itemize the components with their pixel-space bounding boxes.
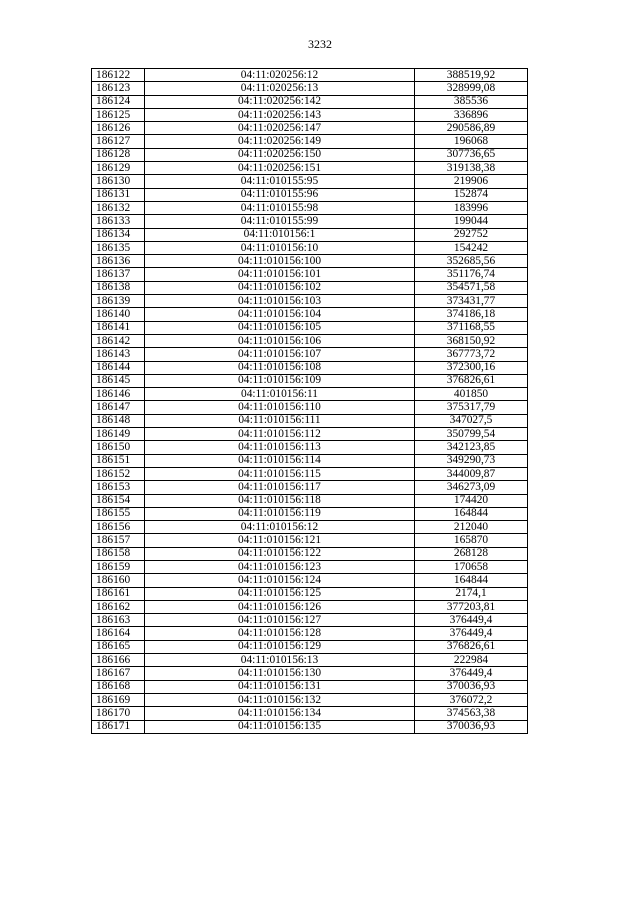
table-row <box>92 69 528 82</box>
value-cell: 376072,2 <box>415 693 528 706</box>
row-number-cell: 186164 <box>92 627 145 640</box>
row-number-cell: 186167 <box>92 667 145 680</box>
table-row <box>92 707 528 720</box>
table-row <box>92 614 528 627</box>
cadastral-number-cell: 04:11:010156:101 <box>145 268 415 281</box>
cadastral-number-cell: 04:11:010156:128 <box>145 627 415 640</box>
value-cell: 212040 <box>415 521 528 534</box>
value-cell: 174420 <box>415 494 528 507</box>
cadastral-number-cell: 04:11:010156:124 <box>145 574 415 587</box>
cadastral-number-cell: 04:11:010156:110 <box>145 401 415 414</box>
value-cell: 196068 <box>415 135 528 148</box>
table-row <box>92 215 528 228</box>
cadastral-number-cell: 04:11:010156:122 <box>145 547 415 560</box>
row-number-cell: 186146 <box>92 388 145 401</box>
row-number-cell: 186138 <box>92 281 145 294</box>
cadastral-number-cell: 04:11:010156:119 <box>145 507 415 520</box>
table-row <box>92 560 528 573</box>
table-row <box>92 494 528 507</box>
row-number-cell: 186151 <box>92 454 145 467</box>
value-cell: 370036,93 <box>415 680 528 693</box>
value-cell: 268128 <box>415 547 528 560</box>
value-cell: 401850 <box>415 388 528 401</box>
cadastral-number-cell: 04:11:010156:125 <box>145 587 415 600</box>
cadastral-number-cell: 04:11:010156:100 <box>145 255 415 268</box>
value-cell: 2174,1 <box>415 587 528 600</box>
value-cell: 376449,4 <box>415 627 528 640</box>
value-cell: 344009,87 <box>415 467 528 480</box>
row-number-cell: 186169 <box>92 693 145 706</box>
cadastral-number-cell: 04:11:010156:13 <box>145 654 415 667</box>
value-cell: 170658 <box>415 560 528 573</box>
row-number-cell: 186152 <box>92 467 145 480</box>
row-number-cell: 186156 <box>92 521 145 534</box>
cadastral-number-cell: 04:11:010156:132 <box>145 693 415 706</box>
table-row <box>92 627 528 640</box>
row-number-cell: 186148 <box>92 414 145 427</box>
cadastral-number-cell: 04:11:010156:129 <box>145 640 415 653</box>
table-row <box>92 441 528 454</box>
row-number-cell: 186149 <box>92 428 145 441</box>
cadastral-number-cell: 04:11:020256:12 <box>145 69 415 82</box>
row-number-cell: 186155 <box>92 507 145 520</box>
row-number-cell: 186123 <box>92 82 145 95</box>
value-cell: 351176,74 <box>415 268 528 281</box>
row-number-cell: 186131 <box>92 188 145 201</box>
row-number-cell: 186158 <box>92 547 145 560</box>
table-row <box>92 122 528 135</box>
row-number-cell: 186145 <box>92 374 145 387</box>
value-cell: 183996 <box>415 201 528 214</box>
cadastral-number-cell: 04:11:020256:13 <box>145 82 415 95</box>
row-number-cell: 186134 <box>92 228 145 241</box>
table-body <box>92 69 528 734</box>
row-number-cell: 186132 <box>92 201 145 214</box>
row-number-cell: 186168 <box>92 680 145 693</box>
table-row <box>92 175 528 188</box>
cadastral-number-cell: 04:11:020256:151 <box>145 162 415 175</box>
value-cell: 377203,81 <box>415 600 528 613</box>
cadastral-number-cell: 04:11:010156:117 <box>145 481 415 494</box>
cadastral-number-cell: 04:11:010156:131 <box>145 680 415 693</box>
value-cell: 373431,77 <box>415 295 528 308</box>
cadastral-number-cell: 04:11:010156:130 <box>145 667 415 680</box>
table-row <box>92 467 528 480</box>
table-row <box>92 162 528 175</box>
row-number-cell: 186133 <box>92 215 145 228</box>
cadastral-number-cell: 04:11:010156:108 <box>145 361 415 374</box>
table-row <box>92 108 528 121</box>
value-cell: 346273,09 <box>415 481 528 494</box>
row-number-cell: 186135 <box>92 241 145 254</box>
row-number-cell: 186154 <box>92 494 145 507</box>
row-number-cell: 186163 <box>92 614 145 627</box>
value-cell: 388519,92 <box>415 69 528 82</box>
cadastral-number-cell: 04:11:010155:95 <box>145 175 415 188</box>
row-number-cell: 186129 <box>92 162 145 175</box>
row-number-cell: 186160 <box>92 574 145 587</box>
cadastral-number-cell: 04:11:010156:105 <box>145 321 415 334</box>
cadastral-number-cell: 04:11:020256:149 <box>145 135 415 148</box>
row-number-cell: 186130 <box>92 175 145 188</box>
table-row <box>92 241 528 254</box>
row-number-cell: 186147 <box>92 401 145 414</box>
value-cell: 152874 <box>415 188 528 201</box>
cadastral-number-cell: 04:11:010156:103 <box>145 295 415 308</box>
table-row <box>92 188 528 201</box>
row-number-cell: 186153 <box>92 481 145 494</box>
table-row <box>92 574 528 587</box>
value-cell: 292752 <box>415 228 528 241</box>
value-cell: 354571,58 <box>415 281 528 294</box>
row-number-cell: 186159 <box>92 560 145 573</box>
table-row <box>92 547 528 560</box>
value-cell: 219906 <box>415 175 528 188</box>
value-cell: 154242 <box>415 241 528 254</box>
cadastral-number-cell: 04:11:010156:135 <box>145 720 415 733</box>
value-cell: 371168,55 <box>415 321 528 334</box>
table-row <box>92 295 528 308</box>
value-cell: 376449,4 <box>415 614 528 627</box>
table-row <box>92 454 528 467</box>
value-cell: 374563,38 <box>415 707 528 720</box>
value-cell: 165870 <box>415 534 528 547</box>
cadastral-number-cell: 04:11:010156:106 <box>145 334 415 347</box>
table-row <box>92 228 528 241</box>
value-cell: 370036,93 <box>415 720 528 733</box>
table-row <box>92 388 528 401</box>
cadastral-number-cell: 04:11:010156:118 <box>145 494 415 507</box>
cadastral-number-cell: 04:11:010156:115 <box>145 467 415 480</box>
table-row <box>92 135 528 148</box>
value-cell: 328999,08 <box>415 82 528 95</box>
table-row <box>92 521 528 534</box>
cadastral-number-cell: 04:11:010156:11 <box>145 388 415 401</box>
table-row <box>92 720 528 733</box>
row-number-cell: 186125 <box>92 108 145 121</box>
value-cell: 372300,16 <box>415 361 528 374</box>
table-row <box>92 654 528 667</box>
table-row <box>92 401 528 414</box>
cadastral-number-cell: 04:11:010155:96 <box>145 188 415 201</box>
table-row <box>92 308 528 321</box>
row-number-cell: 186142 <box>92 334 145 347</box>
row-number-cell: 186166 <box>92 654 145 667</box>
table-row <box>92 481 528 494</box>
cadastral-number-cell: 04:11:020256:143 <box>145 108 415 121</box>
value-cell: 164844 <box>415 507 528 520</box>
page-number: 3232 <box>308 37 332 51</box>
table-row <box>92 374 528 387</box>
cadastral-number-cell: 04:11:010156:134 <box>145 707 415 720</box>
value-cell: 347027,5 <box>415 414 528 427</box>
row-number-cell: 186161 <box>92 587 145 600</box>
value-cell: 342123,85 <box>415 441 528 454</box>
row-number-cell: 186128 <box>92 148 145 161</box>
table-row <box>92 334 528 347</box>
row-number-cell: 186139 <box>92 295 145 308</box>
row-number-cell: 186126 <box>92 122 145 135</box>
row-number-cell: 186141 <box>92 321 145 334</box>
value-cell: 367773,72 <box>415 348 528 361</box>
table-row <box>92 507 528 520</box>
row-number-cell: 186136 <box>92 255 145 268</box>
cadastral-number-cell: 04:11:010156:111 <box>145 414 415 427</box>
cadastral-number-cell: 04:11:010155:99 <box>145 215 415 228</box>
table-row <box>92 414 528 427</box>
cadastral-number-cell: 04:11:010156:12 <box>145 521 415 534</box>
value-cell: 319138,38 <box>415 162 528 175</box>
row-number-cell: 186122 <box>92 69 145 82</box>
row-number-cell: 186137 <box>92 268 145 281</box>
row-number-cell: 186144 <box>92 361 145 374</box>
value-cell: 352685,56 <box>415 255 528 268</box>
row-number-cell: 186127 <box>92 135 145 148</box>
value-cell: 199044 <box>415 215 528 228</box>
value-cell: 375317,79 <box>415 401 528 414</box>
value-cell: 376826,61 <box>415 374 528 387</box>
table-row <box>92 281 528 294</box>
table-row <box>92 361 528 374</box>
value-cell: 385536 <box>415 95 528 108</box>
value-cell: 374186,18 <box>415 308 528 321</box>
table-row <box>92 268 528 281</box>
cadastral-number-cell: 04:11:020256:142 <box>145 95 415 108</box>
cadastral-number-cell: 04:11:010156:126 <box>145 600 415 613</box>
row-number-cell: 186140 <box>92 308 145 321</box>
cadastral-number-cell: 04:11:020256:147 <box>145 122 415 135</box>
cadastral-number-cell: 04:11:010155:98 <box>145 201 415 214</box>
row-number-cell: 186165 <box>92 640 145 653</box>
table-row <box>92 428 528 441</box>
value-cell: 164844 <box>415 574 528 587</box>
cadastral-number-cell: 04:11:010156:114 <box>145 454 415 467</box>
value-cell: 290586,89 <box>415 122 528 135</box>
row-number-cell: 186143 <box>92 348 145 361</box>
table-row <box>92 640 528 653</box>
table-row <box>92 82 528 95</box>
value-cell: 376826,61 <box>415 640 528 653</box>
cadastral-number-cell: 04:11:010156:121 <box>145 534 415 547</box>
table-row <box>92 95 528 108</box>
cadastral-number-cell: 04:11:010156:113 <box>145 441 415 454</box>
table-row <box>92 667 528 680</box>
cadastral-number-cell: 04:11:010156:109 <box>145 374 415 387</box>
cadastral-number-cell: 04:11:010156:102 <box>145 281 415 294</box>
cadastral-number-cell: 04:11:020256:150 <box>145 148 415 161</box>
table-row <box>92 693 528 706</box>
value-cell: 350799,54 <box>415 428 528 441</box>
table-row <box>92 321 528 334</box>
value-cell: 368150,92 <box>415 334 528 347</box>
cadastral-number-cell: 04:11:010156:127 <box>145 614 415 627</box>
table-row <box>92 680 528 693</box>
table-row <box>92 587 528 600</box>
cadastral-number-cell: 04:11:010156:107 <box>145 348 415 361</box>
cadastral-number-cell: 04:11:010156:112 <box>145 428 415 441</box>
row-number-cell: 186171 <box>92 720 145 733</box>
row-number-cell: 186150 <box>92 441 145 454</box>
row-number-cell: 186124 <box>92 95 145 108</box>
value-cell: 376449,4 <box>415 667 528 680</box>
table-row <box>92 148 528 161</box>
value-cell: 336896 <box>415 108 528 121</box>
table-row <box>92 534 528 547</box>
cadastral-number-cell: 04:11:010156:104 <box>145 308 415 321</box>
table-row <box>92 201 528 214</box>
row-number-cell: 186170 <box>92 707 145 720</box>
value-cell: 307736,65 <box>415 148 528 161</box>
row-number-cell: 186157 <box>92 534 145 547</box>
cadastral-number-cell: 04:11:010156:1 <box>145 228 415 241</box>
table-row <box>92 348 528 361</box>
value-cell: 349290,73 <box>415 454 528 467</box>
value-cell: 222984 <box>415 654 528 667</box>
cadastral-number-cell: 04:11:010156:123 <box>145 560 415 573</box>
table-row <box>92 600 528 613</box>
cadastral-value-table <box>91 68 528 734</box>
table-row <box>92 255 528 268</box>
cadastral-number-cell: 04:11:010156:10 <box>145 241 415 254</box>
row-number-cell: 186162 <box>92 600 145 613</box>
